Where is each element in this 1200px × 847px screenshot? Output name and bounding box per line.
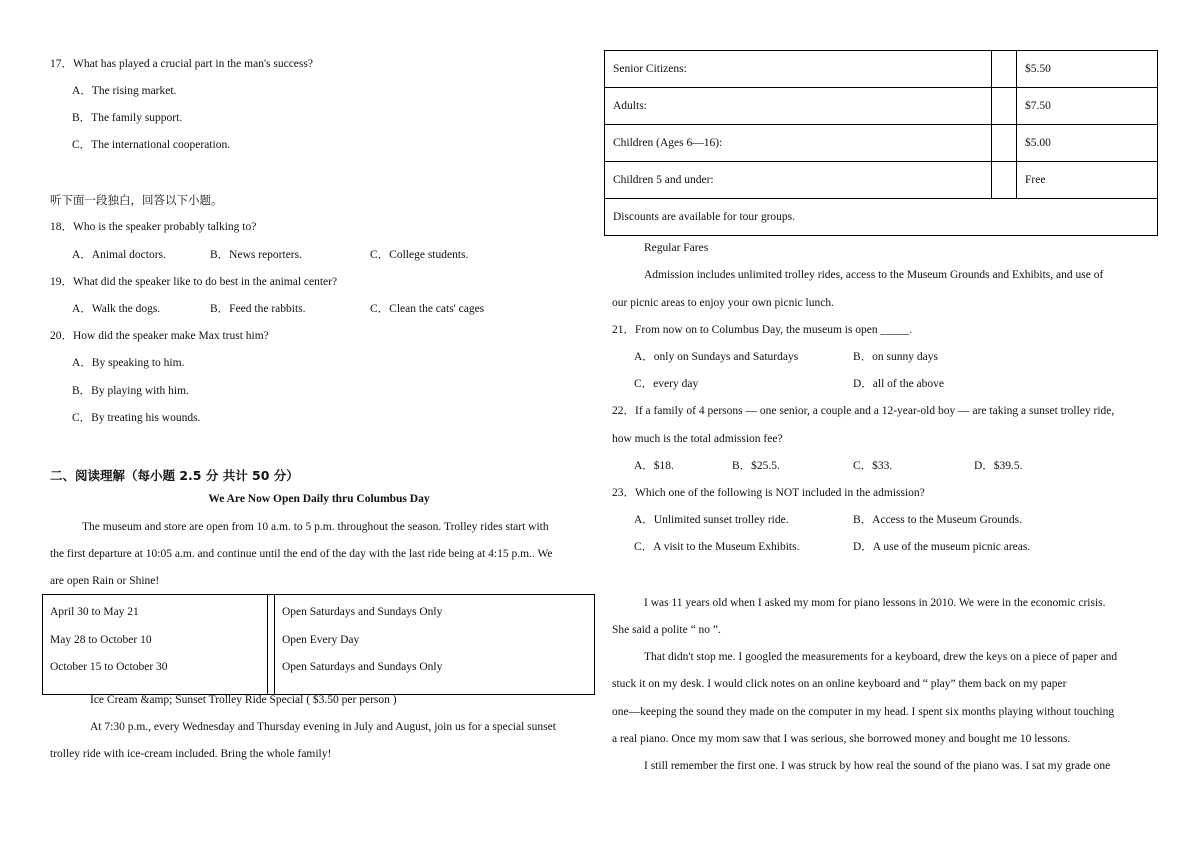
schedule-table <box>42 594 595 695</box>
passage-title: We Are Now Open Daily thru Columbus Day <box>208 493 430 505</box>
admission-line-1: Admission includes unlimited trolley rides, access to the Museum Grounds and Exhibits, and use of <box>644 269 1104 281</box>
story-line-4: stuck it on my desk. I would click notes on an online keyboard and “ play” them back on my paper <box>612 678 1067 690</box>
q23-option-b: B．Access to the Museum Grounds. <box>853 514 1022 526</box>
fare-row <box>605 88 1158 125</box>
q17-stem: 17．What has played a crucial part in the man's success? <box>50 58 313 70</box>
fare-row <box>605 162 1158 199</box>
fare-spacer <box>992 125 1017 162</box>
passage-line-1: The museum and store are open from 10 a.m. to 5 p.m. throughout the season. Trolley rides start with <box>82 521 549 533</box>
fare-label: Senior Citizens: <box>605 51 992 88</box>
schedule-date-1: April 30 to May 21 <box>50 606 139 618</box>
q22-option-b: B．$25.5. <box>732 460 780 472</box>
q19-stem: 19．What did the speaker like to do best in the animal center? <box>50 276 338 288</box>
story-line-3: That didn't stop me. I googled the measurements for a keyboard, drew the keys on a piece of paper and <box>644 651 1118 663</box>
q20-option-c: C．By treating his wounds. <box>72 412 201 424</box>
q17-option-c: C．The international cooperation. <box>72 139 231 151</box>
q17-option-b: B．The family support. <box>72 112 183 124</box>
schedule-hours-cell <box>275 595 595 695</box>
schedule-date-3: October 15 to October 30 <box>50 661 168 673</box>
fare-price: Free <box>1017 162 1158 199</box>
q20-option-a: A．By speaking to him. <box>72 357 185 369</box>
q20-option-b: B．By playing with him. <box>72 385 189 397</box>
q18-option-b: B．News reporters. <box>210 249 302 261</box>
regular-fares: Regular Fares <box>644 242 709 254</box>
fare-price: $5.00 <box>1017 125 1158 162</box>
fares-note: Discounts are available for tour groups. <box>605 199 1158 236</box>
q23-option-c: C．A visit to the Museum Exhibits. <box>634 541 800 553</box>
schedule-hours-3: Open Saturdays and Sundays Only <box>282 661 443 673</box>
q18-option-c: C．College students. <box>370 249 469 261</box>
q22-option-d: D．$39.5. <box>974 460 1023 472</box>
fare-spacer <box>992 88 1017 125</box>
story-line-6: a real piano. Once my mom saw that I was serious, she borrowed money and bought me 10 lessons. <box>612 733 1071 745</box>
fare-spacer <box>992 162 1017 199</box>
q18-stem: 18．Who is the speaker probably talking to? <box>50 221 257 233</box>
q19-option-c: C．Clean the cats' cages <box>370 303 485 315</box>
schedule-dates-cell <box>43 595 268 695</box>
q23-stem: 23．Which one of the following is NOT included in the admission? <box>612 487 925 499</box>
story-line-7: I still remember the first one. I was struck by how real the sound of the piano was. I sat my grade one <box>644 760 1111 772</box>
fare-label: Adults: <box>605 88 992 125</box>
schedule-hours-1: Open Saturdays and Sundays Only <box>282 606 443 618</box>
story-line-2: She said a polite “ no ”. <box>612 624 721 636</box>
special-line-1: At 7:30 p.m., every Wednesday and Thursday evening in July and August, join us for a special sunset <box>90 721 556 733</box>
section-heading: 二、阅读理解（每小题 2.5 分 共计 50 分） <box>50 468 299 483</box>
monologue-intro: 听下面一段独白，回答以下小题。 <box>50 193 223 207</box>
schedule-date-2: May 28 to October 10 <box>50 633 152 646</box>
passage-line-3: are open Rain or Shine! <box>50 575 160 587</box>
q18-option-a: A．Animal doctors. <box>72 249 166 261</box>
q22-stem-line-1: 22．If a family of 4 persons — one senior, a couple and a 12-year-old boy — are taking a sunset trolley ride, <box>612 405 1115 417</box>
passage-line-2: the first departure at 10:05 a.m. and continue until the end of the day with the last ride being at 4:15 p.m.. We <box>50 548 553 560</box>
story-line-5: one—keeping the sound they made on the computer in my head. I spent six months playing without touching <box>612 706 1115 718</box>
q22-option-a: A．$18. <box>634 460 674 472</box>
q21-option-a: A．only on Sundays and Saturdays <box>634 351 799 363</box>
fare-label: Children 5 and under: <box>605 162 992 199</box>
special-line-2: trolley ride with ice-cream included. Bring the whole family! <box>50 748 332 760</box>
schedule-hours-2: Open Every Day <box>282 633 360 646</box>
fare-spacer <box>992 51 1017 88</box>
story-line-1: I was 11 years old when I asked my mom for piano lessons in 2010. We were in the economic crisis. <box>644 597 1106 609</box>
q23-option-a: A．Unlimited sunset trolley ride. <box>634 514 789 526</box>
q20-stem: 20．How did the speaker make Max trust him? <box>50 330 269 342</box>
special-title: Ice Cream &amp; Sunset Trolley Ride Special ( $3.50 per person ) <box>90 694 397 706</box>
q21-option-b: B．on sunny days <box>853 351 938 363</box>
schedule-spacer-cell <box>268 595 275 695</box>
q22-stem-line-2: how much is the total admission fee? <box>612 433 783 445</box>
q22-option-c: C．$33. <box>853 460 893 472</box>
q23-option-d: D．A use of the museum picnic areas. <box>853 541 1031 553</box>
fare-row <box>605 51 1158 88</box>
fare-label: Children (Ages 6—16): <box>605 125 992 162</box>
q21-option-c: C．every day <box>634 378 699 390</box>
fare-row <box>605 125 1158 162</box>
fare-price: $5.50 <box>1017 51 1158 88</box>
q19-option-b: B．Feed the rabbits. <box>210 303 306 315</box>
fare-note-row <box>605 199 1158 236</box>
q21-stem: 21．From now on to Columbus Day, the museum is open _____. <box>612 324 913 336</box>
q21-option-d: D．all of the above <box>853 378 945 390</box>
q17-option-a: A．The rising market. <box>72 85 177 97</box>
fares-table <box>604 50 1158 236</box>
fare-price: $7.50 <box>1017 88 1158 125</box>
q19-option-a: A．Walk the dogs. <box>72 303 161 315</box>
admission-line-2: our picnic areas to enjoy your own picnic lunch. <box>612 297 834 309</box>
